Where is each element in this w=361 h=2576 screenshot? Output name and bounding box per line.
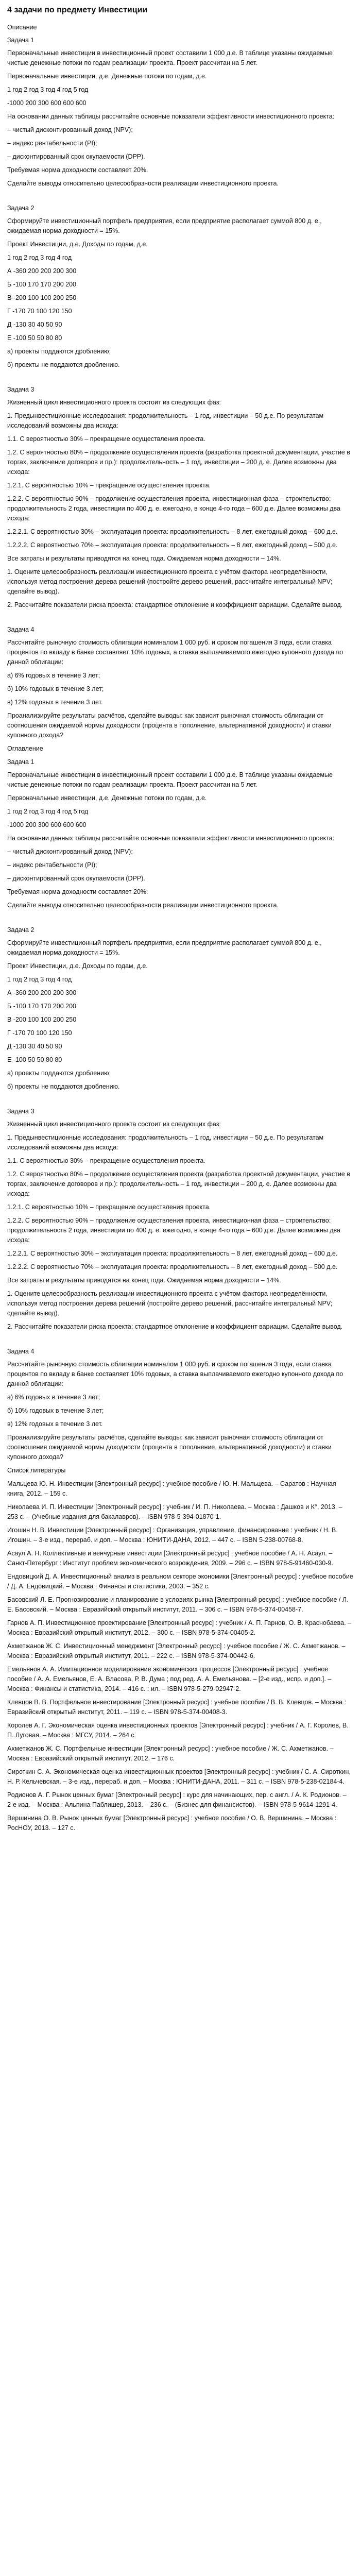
- page-title: 4 задачи по предмету Инвестиции: [7, 6, 148, 14]
- section-heading: Задача 3: [7, 1108, 35, 1115]
- paragraph: -1000 200 300 600 600 600: [7, 821, 87, 828]
- paragraph: Сделайте выводы относительно целесообразности реализации инвестиционного проекта.: [7, 180, 279, 187]
- paragraph: – дисконтированный срок окупаемости (DPP).: [7, 875, 145, 882]
- section-heading: Задача 3: [7, 386, 35, 393]
- paragraph: в) 12% годовых в течение 3 лет.: [7, 699, 103, 706]
- paragraph: Асаул А. Н. Коллективные и венчурные инвестиции [Электронный ресурс] : учебное пособие / А. Н. Асаул. – Санкт-Петербург : Институт проблем экономического возрождения, 2009. – 296 с. – ISBN 978-5-91460-030-9.: [7, 1550, 334, 1567]
- paragraph: 1.2. С вероятностью 80% – продолжение осуществления проекта (разработка проектной документации, участие в торгах, заключение договоров и пр.): продолжительность – 1 год, инвестиции – 200 д. е. Далее возможны два исхода:: [7, 449, 352, 476]
- paragraph: -1000 200 300 600 600 600: [7, 99, 87, 107]
- section-heading: Задача 2: [7, 205, 35, 212]
- paragraph: Требуемая норма доходности составляет 20%.: [7, 166, 148, 174]
- paragraph: 2. Рассчитайте показатели риска проекта: стандартное отклонение и коэффициент вариации. Сделайте вывод.: [7, 601, 343, 608]
- paragraph: На основании данных таблицы рассчитайте основные показатели эффективности инвестиционного проекта:: [7, 113, 335, 120]
- paragraph: Первоначальные инвестиции, д.е. Денежные потоки по годам, д.е.: [7, 73, 207, 80]
- section-heading: Задача 4: [7, 1348, 35, 1355]
- section-heading: Задача 1: [7, 37, 35, 44]
- paragraph: Николаева И. П. Инвестиции [Электронный ресурс] : учебник / И. П. Николаева. – Москва : Дашков и К°, 2013. – 253 с. – (Учебные издания для бакалавров). – ISBN 978-5-394-01870-1.: [7, 1503, 345, 1520]
- paragraph: Родионов А. Г. Рынок ценных бумаг [Электронный ресурс] : курс для начинающих, пер. с англ. / А. К. Родионов. – 2-е изд. – Москва : Альпина Паблишер, 2013. – 236 с. – (Бизнес для финансистов). – ISBN 978-5-9614-1291-4.: [7, 1791, 349, 1808]
- paragraph: 1.2.1. С вероятностью 10% – прекращение осуществления проекта.: [7, 482, 211, 489]
- paragraph: б) 10% годовых в течение 3 лет;: [7, 1407, 104, 1414]
- paragraph: 1.2.2.2. С вероятностью 70% – эксплуатация проекта: продолжительность – 8 лет, ежегодный доход – 500 д.е.: [7, 541, 338, 549]
- section-gap: [7, 192, 354, 204]
- paragraph: 1 год 2 год 3 год 4 год 5 год: [7, 86, 89, 93]
- paragraph: В -200 100 100 200 250: [7, 294, 77, 301]
- paragraph: Гарнов А. П. Инвестиционное проектирование [Электронный ресурс] : учебник / А. П. Гарнов, О. В. Краснобаева. – Москва : Евразийский открытый институт, 2012. – 300 с. – ISBN 978-5-374-00405-2.: [7, 1619, 353, 1636]
- paragraph: Ахметжанов Ж. С. Портфельные инвестиции [Электронный ресурс] : учебное пособие / Ж. С. Ахметжанов. – Москва : Евразийский открытый институт, 2012. – 176 с.: [7, 1745, 335, 1762]
- paragraph: Емельянов А. А. Имитационное моделирование экономических процессов [Электронный ресурс] : учебное пособие / А. А. Емельянов, Е. А. Власова, Р. В. Дума ; под ред. А. А. Емельянова. – [2-е изд., испр. и доп.]. – Москва : Финансы и статистика, 2014. – 416 с. : ил. – ISBN 978-5-279-02947-2.: [7, 1666, 333, 1692]
- section-heading: Задача 2: [7, 926, 35, 934]
- paragraph: 1.2.1. С вероятностью 10% – прекращение осуществления проекта.: [7, 1204, 211, 1211]
- paragraph: Басовский Л. Е. Прогнозирование и планирование в условиях рынка [Электронный ресурс] : учебное пособие / Л. Е. Басовский. – Москва : Евразийский открытый институт, 2011. – 306 с. – ISBN 978-5-374-00458-7.: [7, 1596, 351, 1613]
- paragraph: Первоначальные инвестиции в инвестиционный проект составили 1 000 д.е. В таблице указаны ожидаемые чистые денежные потоки по годам реализации проекта. Проект рассчитан на 5 лет.: [7, 771, 335, 788]
- section-gap: [7, 1095, 354, 1107]
- paragraph: – дисконтированный срок окупаемости (DPP).: [7, 153, 145, 160]
- paragraph: 2. Рассчитайте показатели риска проекта: стандартное отклонение и коэффициент вариации. Сделайте вывод.: [7, 1323, 343, 1330]
- paragraph: Е -100 50 50 80 80: [7, 334, 62, 342]
- paragraph: На основании данных таблицы рассчитайте основные показатели эффективности инвестиционного проекта:: [7, 835, 335, 842]
- paragraph: – индекс рентабельности (PI);: [7, 140, 97, 147]
- paragraph: Сделайте выводы относительно целесообразности реализации инвестиционного проекта.: [7, 902, 279, 909]
- paragraph: 1. Предынвестиционные исследования: продолжительность – 1 год, инвестиции – 50 д.е. По результатам исследований возможны два исхода:: [7, 1134, 325, 1151]
- paragraph: 1.2.2. С вероятностью 90% – продолжение осуществления проекта, инвестиционная фаза – строительство: продолжительность 2 года, инвестиции по 400 д. е. ежегодно, в конце 4-го года – 600 д.е. Далее возможны два исхода:: [7, 1217, 342, 1244]
- paragraph: Проект Инвестиции, д.е. Доходы по годам, д.е.: [7, 962, 148, 970]
- paragraph: Жизненный цикл инвестиционного проекта состоит из следующих фаз:: [7, 399, 221, 406]
- paragraph: Проанализируйте результаты расчётов, сделайте выводы: как зависит рыночная стоимость облигации от соотношения ожидаемой нормы доходности (процента в пополнение, альтернативной доходности) и ставки купонного дохода?: [7, 1434, 334, 1461]
- paragraph: Е -100 50 50 80 80: [7, 1056, 62, 1063]
- paragraph: б) проекты не поддаются дроблению.: [7, 1083, 120, 1090]
- paragraph: Королев А. Г. Экономическая оценка инвестиционных проектов [Электронный ресурс] : учебник / А. Г. Королев, В. П. Луговая. – Москва : МГСУ, 2014. – 264 с.: [7, 1722, 351, 1739]
- paragraph: Сформируйте инвестиционный портфель предприятия, если предприятие располагает суммой 800 д. е., ожидаемая норма доходности = 15%.: [7, 939, 324, 956]
- paragraph: Первоначальные инвестиции в инвестиционный проект составили 1 000 д.е. В таблице указаны ожидаемые чистые денежные потоки по годам реализации проекта. Проект рассчитан на 5 лет.: [7, 49, 335, 66]
- paragraph: Проект Инвестиции, д.е. Доходы по годам, д.е.: [7, 241, 148, 248]
- paragraph: Проанализируйте результаты расчётов, сделайте выводы: как зависит рыночная стоимость облигации от соотношения ожидаемой нормы доходности (процента в пополнение, альтернативной доходности) и ставки купонного дохода?: [7, 712, 334, 739]
- paragraph: А -360 200 200 200 300: [7, 989, 77, 996]
- paragraph: 1 год 2 год 3 год 4 год 5 год: [7, 808, 89, 815]
- paragraph: Д -130 30 40 50 90: [7, 321, 62, 328]
- paragraph: Все затраты и результаты приводятся на конец года. Ожидаемая норма доходности – 14%.: [7, 1277, 281, 1284]
- paragraph: 1.2.2. С вероятностью 90% – продолжение осуществления проекта, инвестиционная фаза – строительство: продолжительность 2 года, инвестиции по 400 д. е. ежегодно, в конце 4-го года – 600 д.е. Далее возможны два исхода:: [7, 495, 342, 522]
- paragraph: 1 год 2 год 3 год 4 год: [7, 976, 72, 983]
- paragraph: А -360 200 200 200 300: [7, 267, 77, 275]
- paragraph: 1. Оцените целесообразность реализации инвестиционного проекта с учётом фактора неопределённости, используя метод построения дерева решений (постройте дерево решений, рассчитайте интегральный NPV; сделайте вывод).: [7, 568, 334, 595]
- paragraph: Рассчитайте рыночную стоимость облигации номиналом 1 000 руб. и сроком погашения 3 года, если ставка процентов по вкладу в банке составляет 10% годовых, а ставка выплачиваемого ежегодно купонного дохода по данной облигации:: [7, 639, 345, 666]
- paragraph: Клевцов В. В. Портфельное инвестирование [Электронный ресурс] : учебное пособие / В. В. Клевцов. – Москва : Евразийский открытый институт, 2011. – 119 с. – ISBN 978-5-374-00408-3.: [7, 1699, 348, 1716]
- paragraph: Вершинина О. В. Рынок ценных бумаг [Электронный ресурс] : учебное пособие / О. В. Вершинина. – Москва : РосНОУ, 2013. – 127 с.: [7, 1815, 338, 1832]
- paragraph: Д -130 30 40 50 90: [7, 1043, 62, 1050]
- paragraph: б) 10% годовых в течение 3 лет;: [7, 685, 104, 692]
- paragraph: 1.1. С вероятностью 30% – прекращение осуществления проекта.: [7, 1157, 205, 1164]
- paragraph: 1.2. С вероятностью 80% – продолжение осуществления проекта (разработка проектной документации, участие в торгах, заключение договоров и пр.): продолжительность – 1 год, инвестиции – 200 д. е. Далее возможны два исхода:: [7, 1171, 352, 1197]
- paragraph: 1. Предынвестиционные исследования: продолжительность – 1 год, инвестиции – 50 д.е. По результатам исследований возможны два исхода:: [7, 412, 325, 429]
- paragraph: Все затраты и результаты приводятся на конец года. Ожидаемая норма доходности – 14%.: [7, 555, 281, 562]
- document-content: [7, 23, 354, 1833]
- section-gap: [7, 614, 354, 625]
- paragraph: В -200 100 100 200 250: [7, 1016, 77, 1023]
- paragraph: б) проекты не поддаются дроблению.: [7, 361, 120, 368]
- paragraph: Первоначальные инвестиции, д.е. Денежные потоки по годам, д.е.: [7, 794, 207, 802]
- paragraph: 1.2.2.1. С вероятностью 30% – эксплуатация проекта: продолжительность – 8 лет, ежегодный доход – 600 д.е.: [7, 528, 338, 535]
- section-gap: [7, 1335, 354, 1347]
- paragraph: 1.1. С вероятностью 30% – прекращение осуществления проекта.: [7, 435, 205, 443]
- paragraph: а) проекты поддаются дроблению;: [7, 1070, 111, 1077]
- paragraph: Сформируйте инвестиционный портфель предприятия, если предприятие располагает суммой 800 д. е., ожидаемая норма доходности = 15%.: [7, 217, 324, 234]
- paragraph: 1.2.2.2. С вероятностью 70% – эксплуатация проекта: продолжительность – 8 лет, ежегодный доход – 500 д.е.: [7, 1263, 338, 1270]
- paragraph: Мальцева Ю. Н. Инвестиции [Электронный ресурс] : учебное пособие / Ю. Н. Мальцева. – Саратов : Научная книга, 2012. – 159 с.: [7, 1480, 338, 1497]
- paragraph: – чистый дисконтированный доход (NPV);: [7, 126, 133, 133]
- paragraph: а) проекты поддаются дроблению;: [7, 348, 111, 355]
- paragraph: Жизненный цикл инвестиционного проекта состоит из следующих фаз:: [7, 1121, 221, 1128]
- paragraph: – индекс рентабельности (PI);: [7, 861, 97, 869]
- paragraph: Г -170 70 100 120 150: [7, 308, 72, 315]
- paragraph: Оглавление: [7, 745, 43, 752]
- paragraph: 1. Оцените целесообразность реализации инвестиционного проекта с учётом фактора неопределённости, используя метод построения дерева решений (постройте дерево решений, рассчитайте интегральный NPV; сделайте вывод).: [7, 1290, 334, 1317]
- section-gap: [7, 374, 354, 385]
- paragraph: 1.2.2.1. С вероятностью 30% – эксплуатация проекта: продолжительность – 8 лет, ежегодный доход – 600 д.е.: [7, 1250, 338, 1257]
- section-gap: [7, 914, 354, 925]
- paragraph: Требуемая норма доходности составляет 20%.: [7, 888, 148, 895]
- paragraph: Сироткин С. А. Экономическая оценка инвестиционных проектов [Электронный ресурс] : учебник / С. А. Сироткин, Н. Р. Кельчевская. – 3-е изд., перераб. и доп. – Москва : ЮНИТИ-ДАНА, 2011. – 311 с. – ISBN 978-5-238-02184-4.: [7, 1768, 353, 1785]
- paragraph: Рассчитайте рыночную стоимость облигации номиналом 1 000 руб. и сроком погашения 3 года, если ставка процентов по вкладу в банке составляет 10% годовых, а ставка выплачиваемого ежегодно купонного дохода по данной облигации:: [7, 1361, 345, 1387]
- section-heading: Задача 1: [7, 758, 35, 766]
- paragraph: Ендовицкий Д. А. Инвестиционный анализ в реальном секторе экономики [Электронный ресурс] : учебное пособие / Д. А. Ендовицкий. – Москва : Финансы и статистика, 2003. – 352 с.: [7, 1573, 355, 1590]
- paragraph: 1 год 2 год 3 год 4 год: [7, 254, 72, 261]
- paragraph: Игошин Н. В. Инвестиции [Электронный ресурс] : Организация, управление, финансирование : учебник / Н. В. Игошин. – 3-е изд., перераб. и доп. – Москва : ЮНИТИ-ДАНА, 2012. – 447 с. – ISBN 5-238-00768-8.: [7, 1527, 340, 1544]
- paragraph: Список литературы: [7, 1467, 66, 1474]
- paragraph: а) 6% годовых в течение 3 лет;: [7, 672, 100, 679]
- paragraph: Ахметжанов Ж. С. Инвестиционный менеджмент [Электронный ресурс] : учебное пособие / Ж. С. Ахметжанов. – Москва : Евразийский открытый институт, 2011. – 222 с. – ISBN 978-5-374-00442-6.: [7, 1642, 347, 1659]
- paragraph: Г -170 70 100 120 150: [7, 1029, 72, 1037]
- section-heading: Описание: [7, 24, 37, 31]
- paragraph: Б -100 170 170 200 200: [7, 281, 77, 288]
- paragraph: а) 6% годовых в течение 3 лет;: [7, 1394, 100, 1401]
- paragraph: – чистый дисконтированный доход (NPV);: [7, 848, 133, 855]
- paragraph: Б -100 170 170 200 200: [7, 1003, 77, 1010]
- paragraph: в) 12% годовых в течение 3 лет.: [7, 1420, 103, 1428]
- section-heading: Задача 4: [7, 626, 35, 633]
